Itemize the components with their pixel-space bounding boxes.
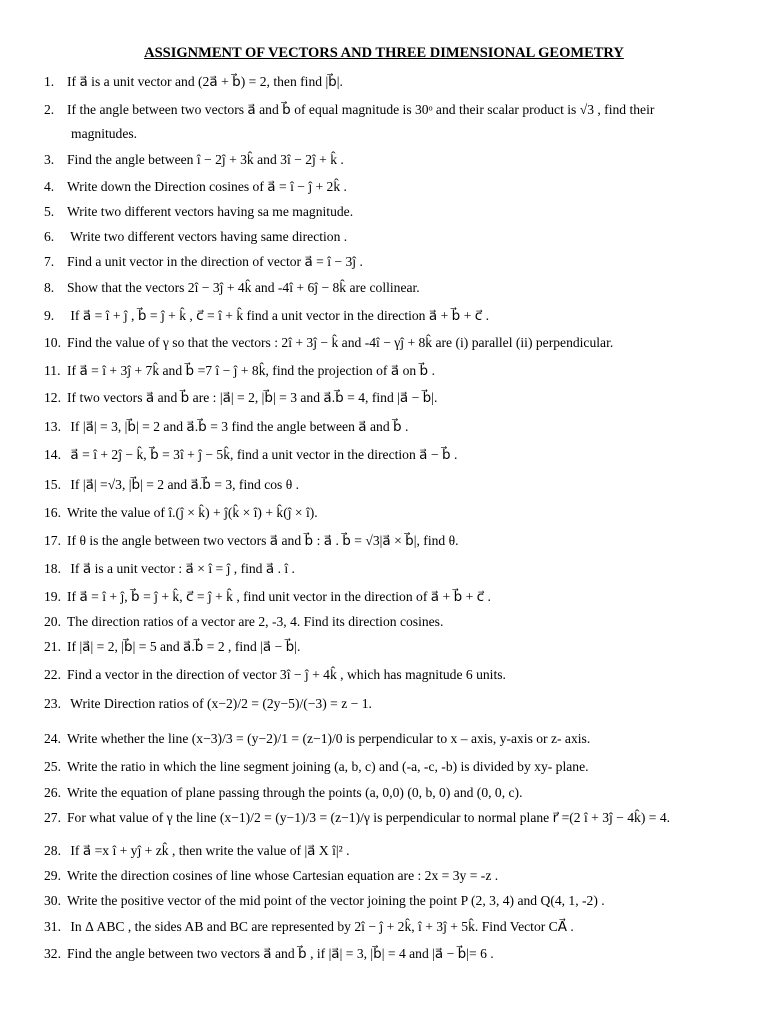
question-text: If |a⃗| = 2, |b⃗| = 5 and a⃗.b⃗ = 2 , find |a⃗ − b⃗|.: [67, 639, 301, 654]
question-item: [44, 148, 734, 172]
page-title: ASSIGNMENT OF VECTORS AND THREE DIMENSIONAL GEOMETRY: [144, 45, 624, 61]
question-number: 17.: [44, 533, 61, 548]
question-item: [44, 635, 734, 659]
question-item: [44, 70, 734, 94]
question-number: 3.: [44, 152, 55, 167]
question-text: Write the positive vector of the mid point of the vector joining the point P (2, 3, 4) and Q(4, 1, -2) .: [67, 893, 605, 908]
question-number: 22.: [44, 667, 61, 682]
question-number: 31.: [44, 919, 61, 934]
question-text: Write whether the line (x−3)/3 = (y−2)/1 = (z−1)/0 is perpendicular to x – axis, y-axis or z- axis.: [67, 731, 591, 746]
question-number: 11.: [44, 363, 61, 378]
question-item: [44, 692, 734, 716]
question-number: 27.: [44, 810, 61, 825]
question-text: Write the equation of plane passing through the points (a, 0,0) (0, b, 0) and (0, 0, c).: [67, 785, 523, 800]
question-text: In Δ ABC , the sides AB and BC are represented by 2î − ĵ + 2k̂, î + 3ĵ + 5k̂. Find Vector CA⃗ .: [67, 919, 574, 934]
question-number: 7.: [44, 254, 55, 269]
question-item: [44, 663, 734, 687]
question-text: If a⃗ = î + ĵ, b⃗ = ĵ + k̂, c⃗ = ĵ + k̂ , find unit vector in the direction of a⃗ + b⃗ + c⃗ .: [67, 589, 491, 604]
question-item: [44, 610, 734, 634]
question-item: [44, 443, 734, 467]
question-text: If a⃗ is a unit vector and (2a⃗ + b⃗) = 2, then find |b⃗|.: [67, 74, 343, 89]
question-number: 20.: [44, 614, 61, 629]
question-text: Find a unit vector in the direction of vector a⃗ = î − 3ĵ .: [67, 254, 363, 269]
question-item: [44, 501, 734, 525]
question-item: [44, 98, 734, 146]
question-item: [44, 755, 734, 779]
question-item: [44, 276, 734, 300]
question-number: 8.: [44, 280, 55, 295]
question-text: Find a vector in the direction of vector 3î − ĵ + 4k̂ , which has magnitude 6 units.: [67, 667, 506, 682]
question-number: 5.: [44, 204, 55, 219]
question-text: If a⃗ is a unit vector : a⃗ × î = ĵ , find a⃗ . î .: [67, 561, 295, 576]
question-text: For what value of γ the line (x−1)/2 = (y−1)/3 = (z−1)/γ is perpendicular to normal plane r⃗ =(2 î + 3ĵ − 4k̂) = 4.: [67, 810, 671, 825]
question-text: Find the value of γ so that the vectors : 2î + 3ĵ − k̂ and -4î − γĵ + 8k̂ are (i) parallel (ii) perpendicular.: [67, 335, 614, 350]
question-number: 30.: [44, 893, 61, 908]
question-number: 14.: [44, 447, 61, 462]
question-number: 2.: [44, 102, 55, 117]
question-item: [44, 839, 734, 863]
question-item: [44, 386, 734, 410]
question-text: Write Direction ratios of (x−2)/2 = (2y−5)/(−3) = z − 1.: [67, 696, 372, 711]
question-number: 10.: [44, 335, 61, 350]
question-number: 6.: [44, 229, 55, 244]
question-text: If a⃗ = î + 3ĵ + 7k̂ and b⃗ =7 î − ĵ + 8k̂, find the projection of a⃗ on b⃗ .: [67, 363, 435, 378]
question-number: 26.: [44, 785, 61, 800]
question-item: [44, 331, 734, 355]
question-number: 4.: [44, 179, 55, 194]
question-number: 9.: [44, 308, 55, 323]
question-text: Find the angle between î − 2ĵ + 3k̂ and 3î − 2ĵ + k̂ .: [67, 152, 344, 167]
question-item: [44, 864, 734, 888]
question-item: [44, 200, 734, 224]
question-item: [44, 585, 734, 609]
question-number: 32.: [44, 946, 61, 961]
question-item: [44, 889, 734, 913]
question-text: Write the value of î.(ĵ × k̂) + ĵ(k̂ × î) + k̂(ĵ × î).: [67, 505, 318, 520]
question-text: Write two different vectors having same direction .: [67, 229, 348, 244]
question-item: [44, 225, 734, 249]
question-text: If the angle between two vectors a⃗ and b⃗ of equal magnitude is 30ᵒ and their scalar product is √3 , find their: [67, 102, 655, 117]
question-text: If |a⃗| =√3, |b⃗| = 2 and a⃗.b⃗ = 3, find cos θ .: [67, 477, 300, 492]
question-item: [44, 415, 734, 439]
question-text: Write the ratio in which the line segment joining (a, b, c) and (-a, -c, -b) is divided by xy- plane.: [67, 759, 589, 774]
question-number: 25.: [44, 759, 61, 774]
question-number: 19.: [44, 589, 61, 604]
question-number: 21.: [44, 639, 61, 654]
question-number: 28.: [44, 843, 61, 858]
question-item: [44, 473, 734, 497]
question-item: [44, 915, 734, 939]
question-text: If a⃗ =x î + yĵ + zk̂ , then write the value of |a⃗ X î|² .: [67, 843, 350, 858]
question-item: [44, 359, 734, 383]
question-item: [44, 250, 734, 274]
question-text: If two vectors a⃗ and b⃗ are : |a⃗| = 2, |b⃗| = 3 and a⃗.b⃗ = 4, find |a⃗ − b⃗|.: [67, 390, 438, 405]
question-item: [44, 942, 734, 966]
question-text: a⃗ = î + 2ĵ − k̂, b⃗ = 3î + ĵ − 5k̂, find a unit vector in the direction a⃗ − b⃗ .: [67, 447, 458, 462]
question-number: 29.: [44, 868, 61, 883]
question-item: [44, 806, 734, 830]
question-number: 13.: [44, 419, 61, 434]
question-text-continuation: magnitudes.: [71, 126, 138, 141]
question-number: 18.: [44, 561, 61, 576]
question-text: If a⃗ = î + ĵ , b⃗ = ĵ + k̂ , c⃗ = î + k̂ find a unit vector in the direction a⃗ + b⃗ + c⃗ .: [67, 308, 490, 323]
question-text: Show that the vectors 2î − 3ĵ + 4k̂ and -4î + 6ĵ − 8k̂ are collinear.: [67, 280, 420, 295]
question-text: The direction ratios of a vector are 2, -3, 4. Find its direction cosines.: [67, 614, 444, 629]
question-number: 23.: [44, 696, 61, 711]
question-item: [44, 304, 734, 328]
question-number: 15.: [44, 477, 61, 492]
question-text: Write the direction cosines of line whose Cartesian equation are : 2x = 3y = -z .: [67, 868, 499, 883]
question-text: Write two different vectors having sa me magnitude.: [67, 204, 354, 219]
question-item: [44, 781, 734, 805]
question-item: [44, 557, 734, 581]
question-item: [44, 175, 734, 199]
question-number: 16.: [44, 505, 61, 520]
question-item: [44, 727, 734, 751]
question-text: Find the angle between two vectors a⃗ and b⃗ , if |a⃗| = 3, |b⃗| = 4 and |a⃗ − b⃗|= 6 .: [67, 946, 494, 961]
question-number: 12.: [44, 390, 61, 405]
question-text: If |a⃗| = 3, |b⃗| = 2 and a⃗.b⃗ = 3 find the angle between a⃗ and b⃗ .: [67, 419, 409, 434]
question-text: Write down the Direction cosines of a⃗ = î − ĵ + 2k̂ .: [67, 179, 347, 194]
question-number: 24.: [44, 731, 61, 746]
question-number: 1.: [44, 74, 55, 89]
question-item: [44, 529, 734, 553]
question-text: If θ is the angle between two vectors a⃗ and b⃗ : a⃗ . b⃗ = √3|a⃗ × b⃗|, find θ.: [67, 533, 459, 548]
